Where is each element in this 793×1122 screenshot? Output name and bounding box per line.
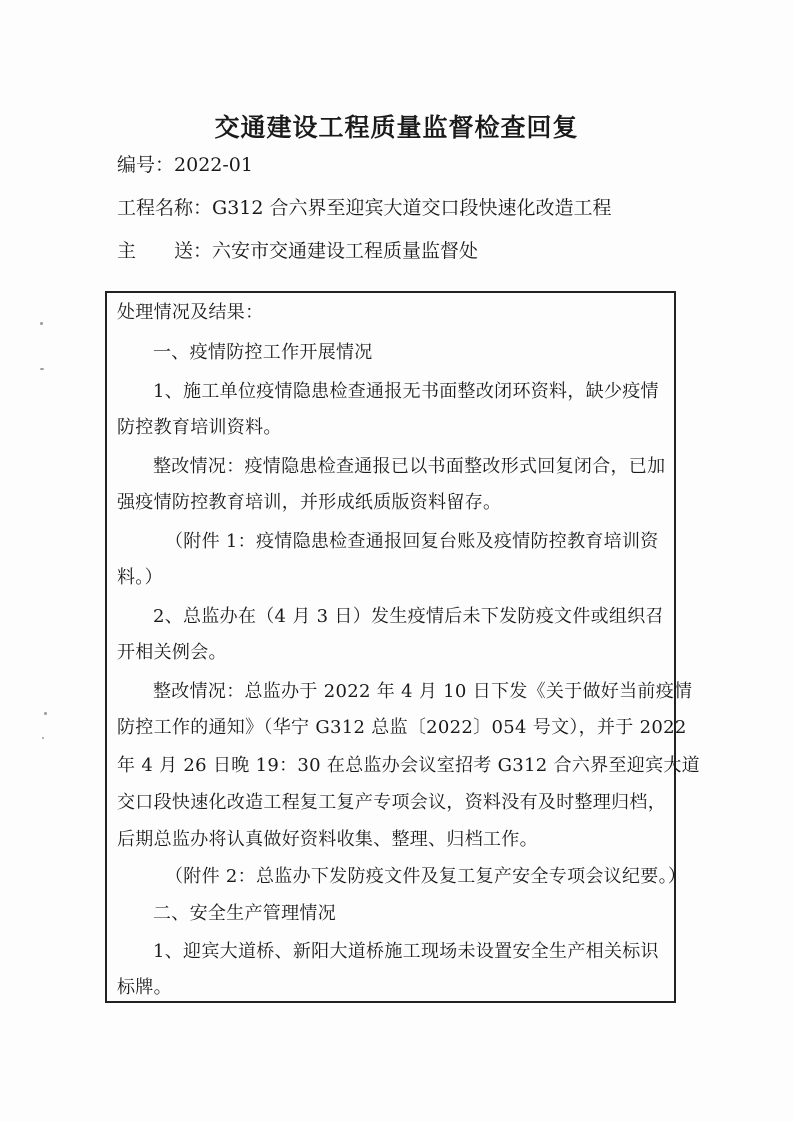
body-line: 开相关例会。 (117, 642, 227, 663)
body-line: 整改情况：总监办于 2022 年 4 月 10 日下发《关于做好当前疫情 (153, 681, 693, 702)
body-line: 标牌。 (117, 977, 172, 998)
scan-speck (44, 712, 47, 715)
attachment-note: （附件 1：疫情隐患检查通报回复台账及疫情防控教育培训资 (165, 531, 659, 552)
recipient-value: 六安市交通建设工程质量监督处 (212, 240, 479, 262)
body-line: 2、总监办在（4 月 3 日）发生疫情后未下发防疫文件或组织召 (153, 606, 664, 627)
attachment-note: 料。） (117, 567, 163, 588)
body-line: 后期总监办将认真做好资料收集、整理、归档工作。 (117, 829, 538, 850)
body-line: 交口段快速化改造工程复工复产专项会议，资料没有及时整理归档， (117, 792, 666, 813)
number-value: 2022-01 (174, 154, 253, 176)
number-label: 编号： (117, 154, 175, 176)
body-line: 防控工作的通知》（华宁 G312 总监〔2022〕054 号文），并于 2022 (117, 717, 687, 738)
recipient (117, 238, 478, 264)
project-label: 工程名称： (117, 197, 213, 219)
body-line: 1、迎宾大道桥、新阳大道桥施工现场未设置安全生产相关标识 (153, 941, 659, 962)
scan-speck (40, 322, 43, 325)
body-line: 年 4 月 26 日晚 19：30 在总监办会议室招考 G312 合六界至迎宾大道 (117, 755, 700, 776)
scan-speck (40, 368, 44, 370)
heading-safety-management: 二、安全生产管理情况 (153, 903, 336, 924)
scan-speck (42, 737, 44, 739)
body-line: 防控教育培训资料。 (117, 417, 282, 438)
document-number (117, 152, 253, 178)
body-line: 强疫情防控教育培训，并形成纸质版资料留存。 (117, 492, 502, 513)
project-name (117, 195, 612, 221)
body-line: 1、施工单位疫情隐患检查通报无书面整改闭环资料，缺少疫情 (153, 381, 659, 402)
document-title: 交通建设工程质量监督检查回复 (214, 113, 579, 142)
heading-epidemic-control: 一、疫情防控工作开展情况 (153, 342, 373, 363)
body-line: 整改情况：疫情隐患检查通报已以书面整改形式回复闭合，已加 (153, 456, 666, 477)
project-value: G312 合六界至迎宾大道交口段快速化改造工程 (212, 197, 612, 219)
section-intro: 处理情况及结果： (117, 302, 264, 323)
recipient-label: 主 送： (117, 240, 213, 262)
attachment-note: （附件 2：总监办下发防疫文件及复工复产安全专项会议纪要。） (165, 866, 687, 887)
